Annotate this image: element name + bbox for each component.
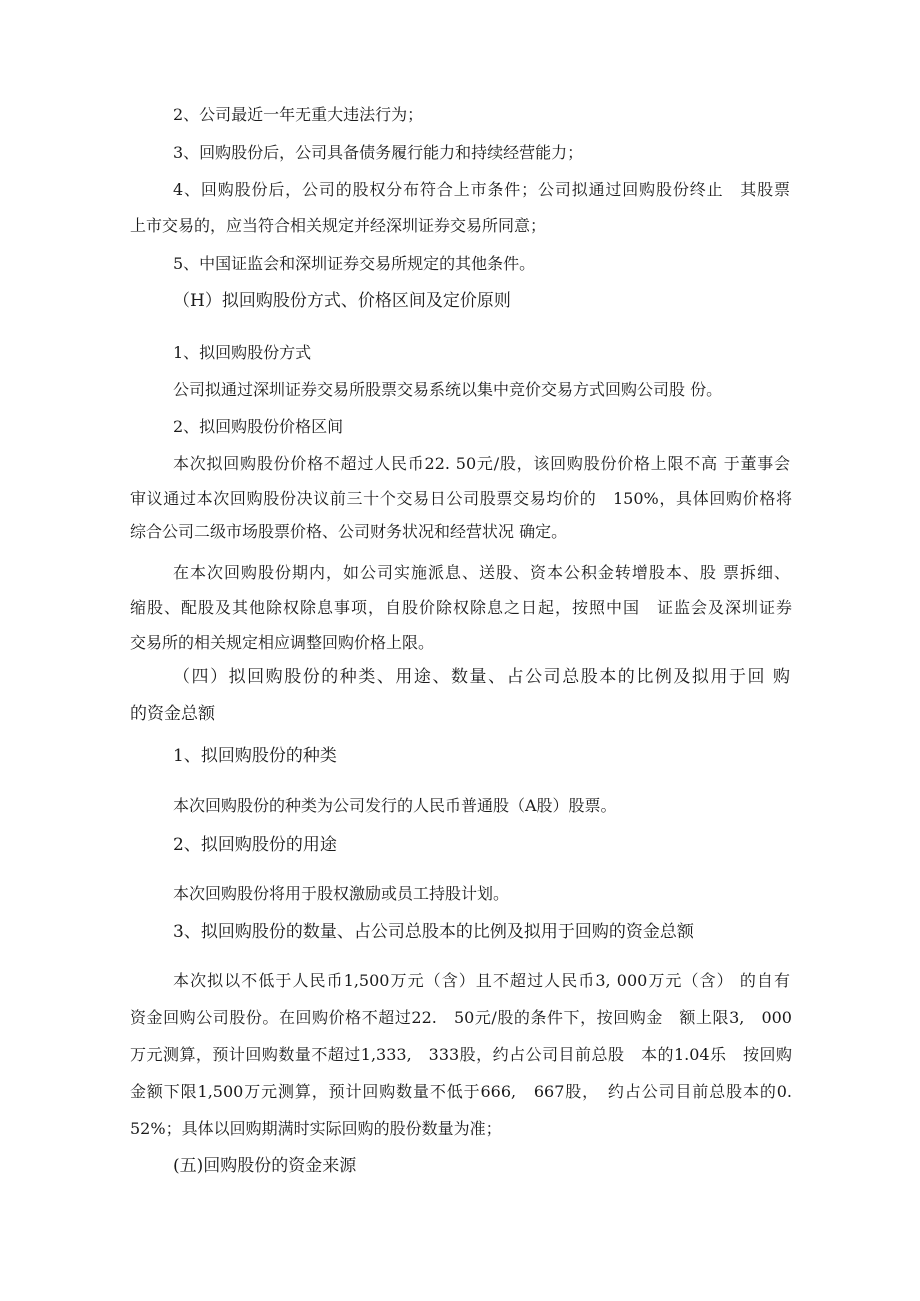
- subheading-type: 1、拟回购股份的种类: [173, 746, 337, 766]
- section-heading-funding: (五)回购股份的资金来源: [173, 1156, 357, 1176]
- subheading-method: 1、拟回购股份方式: [173, 343, 312, 362]
- subheading-price-range: 2、拟回购股份价格区间: [173, 417, 344, 436]
- method-text: 公司拟通过深圳证券交易所股票交易系统以集中竞价交易方式回购公司股 份。: [173, 380, 723, 399]
- adjust-text-line-2: 缩股、配股及其他除权除息事项，自股价除权除息之日起，按照中国 证监会及深圳证券: [130, 598, 792, 617]
- condition-3: 3、回购股份后，公司具备债务履行能力和持续经营能力；: [173, 143, 584, 162]
- type-text: 本次回购股份的种类为公司发行的人民币普通股（A股）股票。: [173, 796, 617, 815]
- adjust-text-line-1: 在本次回购股份期内，如公司实施派息、送股、资本公积金转增股本、股 票拆细、: [173, 563, 790, 582]
- price-text-line-3: 综合公司二级市场股票价格、公司财务状况和经营状况 确定。: [130, 522, 568, 541]
- section-heading-method: （H）拟回购股份方式、价格区间及定价原则: [173, 291, 511, 311]
- price-text-line-1: 本次拟回购股份价格不超过人民币22. 50元/股，该回购股份价格上限不高 于董事会: [173, 454, 790, 473]
- section-heading-type-line-2: 的资金总额: [130, 704, 215, 724]
- condition-4-line-2: 上市交易的，应当符合相关规定并经深圳证券交易所同意；: [130, 216, 547, 235]
- quantity-text-line-1: 本次拟以不低于人民币1,500万元（含）且不超过人民币3, 000万元（含） 的自有: [173, 971, 790, 990]
- quantity-text-line-2: 资金回购公司股份。在回购价格不超过22. 50元/股的条件下，按回购金 额上限3, 000: [130, 1008, 792, 1027]
- condition-2: 2、公司最近一年无重大违法行为；: [173, 105, 424, 124]
- usage-text: 本次回购股份将用于股权激励或员工持股计划。: [173, 884, 510, 903]
- quantity-text-line-3: 万元测算，预计回购数量不超过1,333, 333股，约占公司目前总股 本的1.04乐 按回购: [130, 1045, 792, 1064]
- condition-5: 5、中国证监会和深圳证券交易所规定的其他条件。: [173, 254, 536, 273]
- subheading-quantity: 3、拟回购股份的数量、占公司总股本的比例及拟用于回购的资金总额: [173, 922, 694, 942]
- quantity-text-line-5: 52%；具体以回购期满时实际回购的股份数量为准；: [130, 1119, 502, 1138]
- quantity-text-line-4: 金额下限1,500万元测算，预计回购数量不低于666, 667股， 约占公司目前总股本的0.: [130, 1082, 792, 1101]
- price-text-line-2: 审议通过本次回购股份决议前三十个交易日公司股票交易均价的 150%，具体回购价格将: [130, 489, 792, 508]
- adjust-text-line-3: 交易所的相关规定相应调整回购价格上限。: [130, 633, 435, 652]
- subheading-usage: 2、拟回购股份的用途: [173, 835, 337, 855]
- condition-4-line-1: 4、回购股份后，公司的股权分布符合上市条件；公司拟通过回购股份终止 其股票: [173, 180, 790, 199]
- section-heading-type-line-1: （四）拟回购股份的种类、用途、数量、占公司总股本的比例及拟用于回 购: [173, 667, 790, 687]
